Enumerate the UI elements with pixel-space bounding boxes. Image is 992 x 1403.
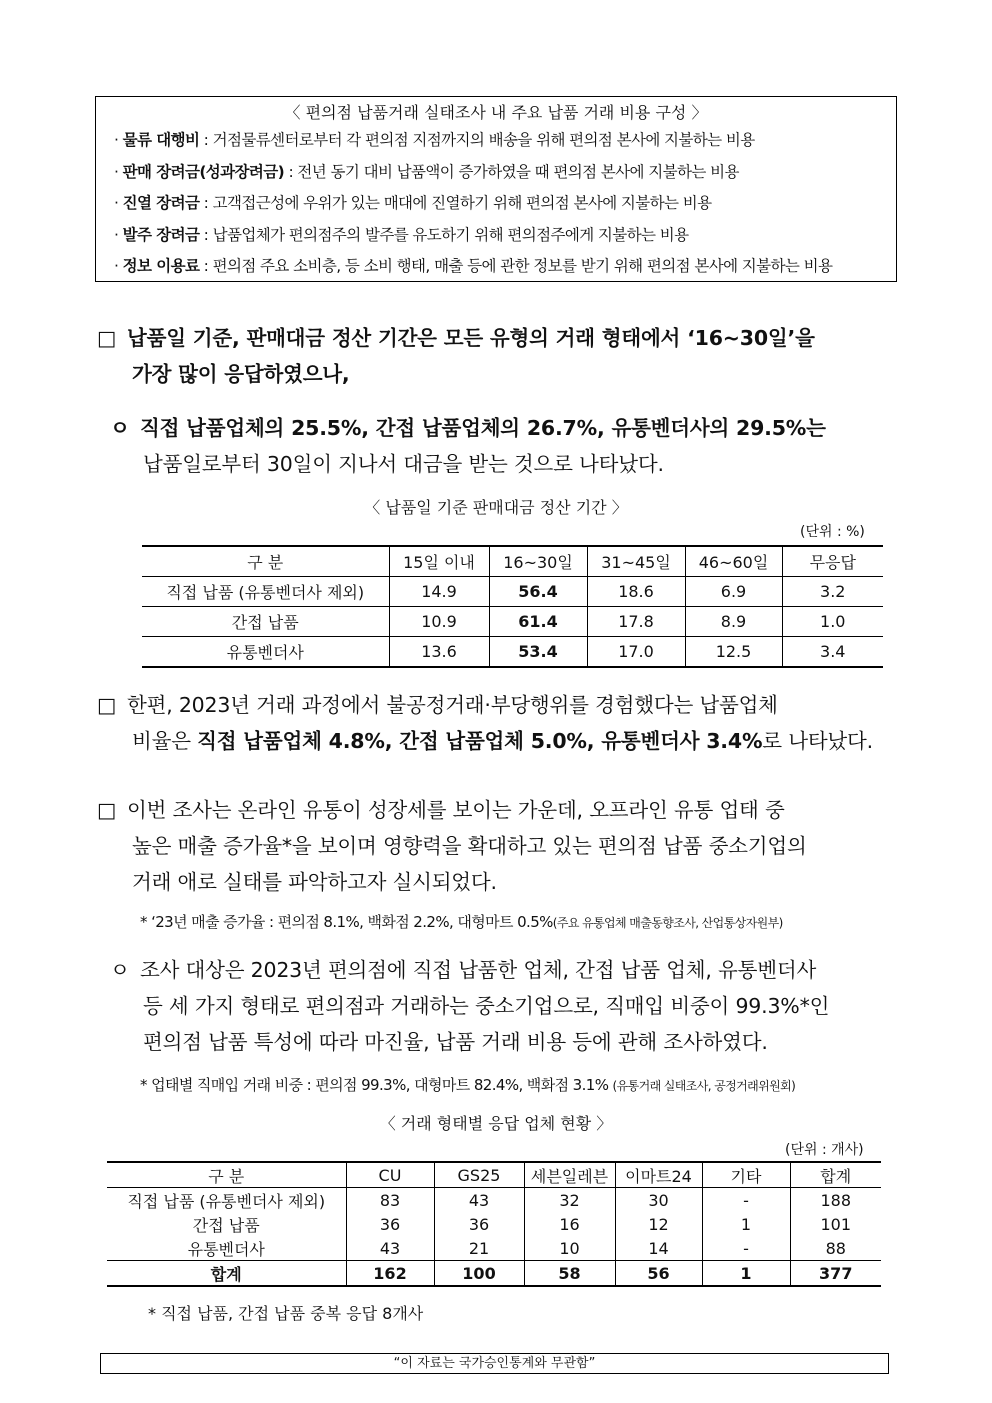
table-cell: 12.5 (685, 637, 782, 668)
footnote-sales-growth (140, 911, 783, 932)
table2-caption: 〈 거래 형태별 응답 업체 현황 〉 (379, 1114, 613, 1133)
disclaimer-footer: “이 자료는 국가승인통계와 무관함” (100, 1353, 889, 1374)
cost-box-title: 〈 편의점 납품거래 실태조사 내 주요 납품 거래 비용 구성 〉 (284, 103, 708, 122)
square-bullet: □ (97, 326, 117, 350)
table-cell: 162 (346, 1261, 434, 1287)
footnote-text: * 업태별 직매입 거래 비중 : 편의점 99.3%, 대형마트 82.4%, 백화점 3.1% (140, 1076, 613, 1094)
table-cell: 53.4 (489, 637, 587, 668)
table-cell: 17.0 (587, 637, 685, 668)
table-header-cell: 무응답 (782, 546, 883, 577)
paragraph-line: 직접 납품업체의 25.5%, 간접 납품업체의 26.7%, 유통벤더사의 29.5%는 (140, 416, 826, 440)
respondent-table (107, 1161, 881, 1287)
table-cell: 18.6 (587, 577, 685, 607)
cost-item: · 판매 장려금(성과장려금) : 전년 동기 대비 납품액이 증가하였을 때 편의점 본사에 지불하는 비용 (114, 162, 739, 181)
table-cell: - (702, 1188, 790, 1213)
paragraph-line: 높은 매출 증가율*을 보이며 영향력을 확대하고 있는 편의점 납품 중소기업의 (132, 834, 807, 858)
table-cell: 8.9 (685, 607, 782, 637)
table-row (107, 1236, 881, 1261)
paragraph-emphasis: 직접 납품업체 4.8%, 간접 납품업체 5.0%, 유통벤더사 3.4% (197, 729, 763, 753)
footnote-source: (주요 유통업체 매출동향조사, 산업통상자원부) (552, 916, 783, 930)
table-cell: 88 (790, 1236, 881, 1261)
footnote-text: * ‘23년 매출 증가율 : 편의점 8.1%, 백화점 2.2%, 대형마트 0.5% (140, 913, 553, 931)
table-cell: 직접 납품 (유통벤더사 제외) (107, 1188, 346, 1213)
cost-item: · 진열 장려금 : 고객접근성에 우위가 있는 매대에 진열하기 위해 편의점 본사에 지불하는 비용 (114, 194, 712, 212)
settlement-period-table (142, 545, 883, 668)
table-cell: 188 (790, 1188, 881, 1213)
table1-unit: (단위 : %) (800, 524, 865, 540)
paragraph-line: 거래 애로 실태를 파악하고자 실시되었다. (132, 870, 497, 894)
table-cell: 12 (615, 1212, 702, 1236)
table-cell: 56 (615, 1261, 702, 1287)
paragraph-line: 가장 많이 응답하였으나, (132, 362, 350, 386)
table-header-cell: 세븐일레븐 (524, 1162, 615, 1188)
table-cell: 32 (524, 1188, 615, 1213)
table-cell: 83 (346, 1188, 434, 1213)
paragraph-survey-target (110, 952, 829, 1060)
table-cell: 61.4 (489, 607, 587, 637)
cost-item-desc: : 납품업체가 편의점주의 발주를 유도하기 위해 편의점주에게 지불하는 비용 (199, 225, 689, 244)
paragraph-line: 납품일 기준, 판매대금 정산 기간은 모든 유형의 거래 형태에서 ‘16~30일’을 (127, 326, 815, 350)
table-header-cell: 46~60일 (685, 546, 782, 577)
table-cell: 간접 납품 (107, 1212, 346, 1236)
table-header-cell: 이마트24 (615, 1162, 702, 1188)
table-cell: - (702, 1236, 790, 1261)
table-cell: 1 (702, 1212, 790, 1236)
table-cell: 21 (434, 1236, 524, 1261)
paragraph-line: 납품일로부터 30일이 지나서 대금을 받는 것으로 나타났다. (143, 452, 664, 476)
table-cell: 1.0 (782, 607, 883, 637)
cost-item-desc: : 편의점 주요 소비층, 등 소비 행태, 매출 등에 관한 정보를 받기 위해 편의점 본사에 지불하는 비용 (199, 257, 833, 275)
table-cell: 16 (524, 1212, 615, 1236)
table-row (142, 577, 883, 607)
table-cell: 101 (790, 1212, 881, 1236)
table-header-cell: 16~30일 (489, 546, 587, 577)
table-cell: 유통벤더사 (107, 1236, 346, 1261)
cost-composition-box (95, 96, 897, 282)
circle-bullet: ㅇ (110, 958, 130, 982)
footnote-duplicate: * 직접 납품, 간접 납품 중복 응답 8개사 (148, 1304, 424, 1323)
paragraph-line: 편의점 납품 특성에 따라 마진율, 납품 거래 비용 등에 관해 조사하였다. (143, 1030, 768, 1054)
table-header-cell: 구 분 (107, 1162, 346, 1188)
table-cell: 10.9 (389, 607, 489, 637)
circle-bullet: ㅇ (110, 416, 130, 440)
table-header-cell: 15일 이내 (389, 546, 489, 577)
table-row (142, 607, 883, 637)
footnote-source: (유통거래 실태조사, 공정거래위원회) (612, 1079, 796, 1093)
table-cell: 6.9 (685, 577, 782, 607)
table-header-cell: GS25 (434, 1162, 524, 1188)
table-row (107, 1188, 881, 1213)
cost-item-desc: : 거점물류센터로부터 각 편의점 지점까지의 배송을 위해 편의점 본사에 지불하는 비용 (199, 131, 755, 149)
paragraph-line: 한편, 2023년 거래 과정에서 불공정거래·부당행위를 경험했다는 납품업체 (127, 693, 778, 717)
paragraph-line: 조사 대상은 2023년 편의점에 직접 납품한 업체, 간접 납품 업체, 유통벤더사 (140, 958, 817, 982)
cost-item-desc: : 고객접근성에 우위가 있는 매대에 진열하기 위해 편의점 본사에 지불하는 비용 (199, 194, 712, 212)
table-cell: 14 (615, 1236, 702, 1261)
cost-item: · 정보 이용료 : 편의점 주요 소비층, 등 소비 행태, 매출 등에 관한 정보를 받기 위해 편의점 본사에 지불하는 비용 (114, 257, 833, 275)
table-header-cell: 합계 (790, 1162, 881, 1188)
table1-caption: 〈 납품일 기준 판매대금 정산 기간 〉 (364, 498, 628, 517)
cost-item: · 물류 대행비 : 거점물류센터로부터 각 편의점 지점까지의 배송을 위해 편의점 본사에 지불하는 비용 (114, 131, 755, 149)
paragraph-line: 이번 조사는 온라인 유통이 성장세를 보이는 가운데, 오프라인 유통 업태 중 (127, 798, 785, 822)
paragraph-line: 등 세 가지 형태로 편의점과 거래하는 중소기업으로, 직매입 비중이 99.3%*인 (143, 994, 830, 1018)
table-cell: 36 (434, 1212, 524, 1236)
table-header-cell: 기타 (702, 1162, 790, 1188)
table-header-row (142, 546, 883, 577)
table-total-row (107, 1261, 881, 1287)
table-cell: 유통벤더사 (142, 637, 389, 668)
square-bullet: □ (97, 798, 117, 822)
table-row (107, 1212, 881, 1236)
table2-unit: (단위 : 개사) (785, 1142, 864, 1158)
cost-item: · 발주 장려금 : 납품업체가 편의점주의 발주를 유도하기 위해 편의점주에게 지불하는 비용 (114, 225, 689, 244)
paragraph-text: 비율은 (132, 729, 198, 753)
paragraph-settlement (97, 320, 815, 392)
table-cell: 3.4 (782, 637, 883, 668)
table-row (142, 637, 883, 668)
paragraph-text: 로 나타났다. (762, 729, 873, 753)
table-cell: 377 (790, 1261, 881, 1287)
cost-item-term: 정보 이용료 (122, 257, 200, 275)
cost-item-term: 진열 장려금 (122, 194, 200, 212)
cost-item-desc: : 전년 동기 대비 납품액이 증가하였을 때 편의점 본사에 지불하는 비용 (284, 162, 739, 181)
table-header-cell: 31~45일 (587, 546, 685, 577)
table-header-cell: CU (346, 1162, 434, 1188)
table-cell: 36 (346, 1212, 434, 1236)
table-header-row (107, 1162, 881, 1188)
cost-item-term: 발주 장려금 (122, 225, 200, 244)
table-cell: 56.4 (489, 577, 587, 607)
table-header-cell: 구 분 (142, 546, 389, 577)
table-cell: 13.6 (389, 637, 489, 668)
paragraph-survey-purpose (97, 792, 807, 900)
table-cell: 10 (524, 1236, 615, 1261)
table-cell: 14.9 (389, 577, 489, 607)
table-cell: 30 (615, 1188, 702, 1213)
table-cell: 17.8 (587, 607, 685, 637)
cost-item-term: 판매 장려금(성과장려금) (122, 162, 285, 181)
paragraph-unfair-practice (97, 687, 873, 759)
table-cell: 100 (434, 1261, 524, 1287)
table-cell: 직접 납품 (유통벤더사 제외) (142, 577, 389, 607)
table-cell: 합계 (107, 1261, 346, 1287)
cost-item-term: 물류 대행비 (122, 131, 200, 149)
table-cell: 43 (434, 1188, 524, 1213)
table-cell: 1 (702, 1261, 790, 1287)
table-cell: 58 (524, 1261, 615, 1287)
paragraph-late-payment (110, 410, 826, 482)
footnote-direct-purchase (140, 1074, 795, 1095)
square-bullet: □ (97, 693, 117, 717)
table-cell: 간접 납품 (142, 607, 389, 637)
table-cell: 3.2 (782, 577, 883, 607)
table-cell: 43 (346, 1236, 434, 1261)
